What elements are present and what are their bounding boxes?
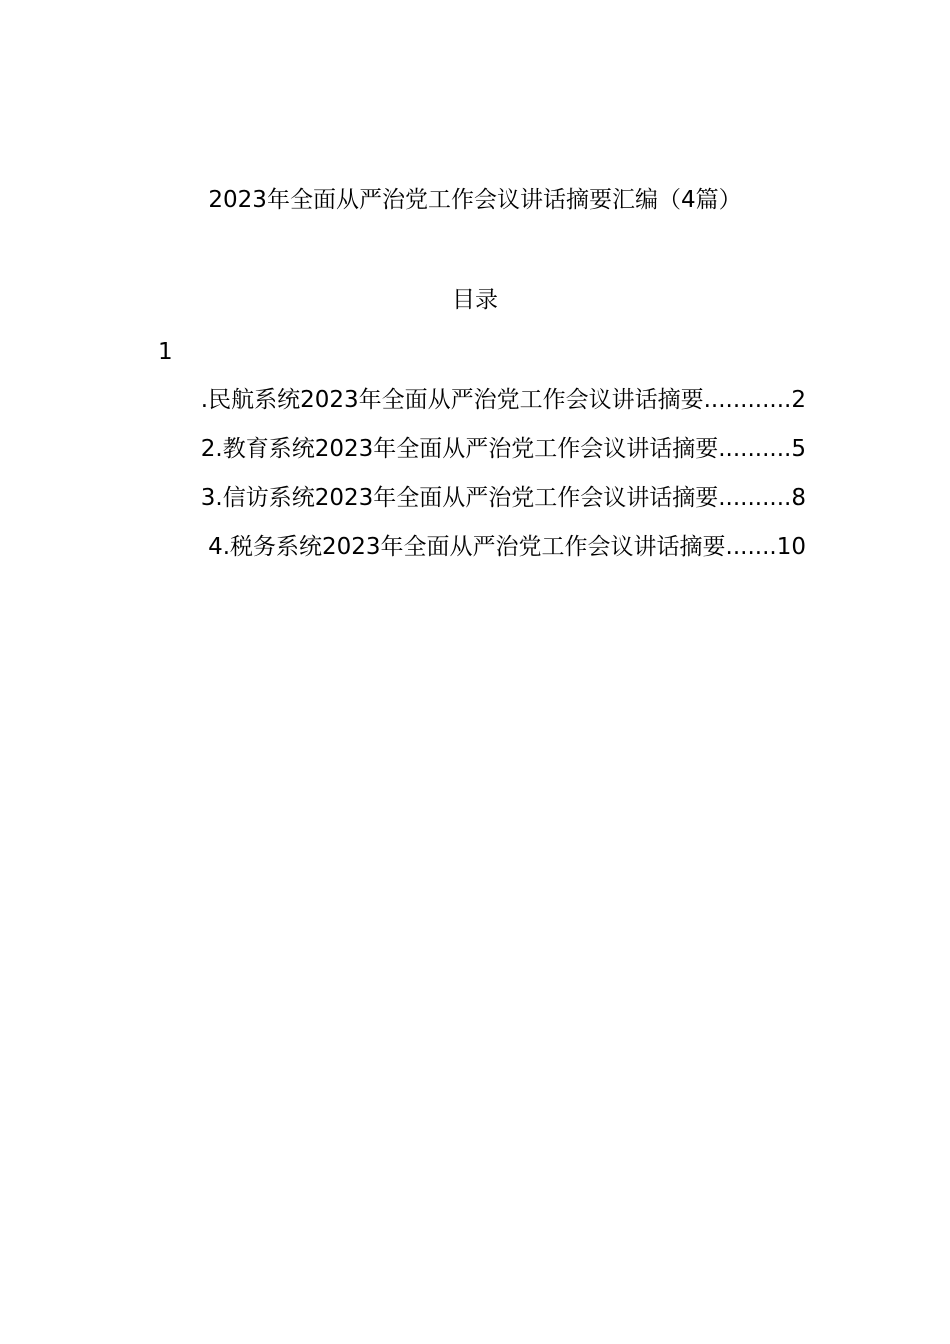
toc-entry-civil-aviation[interactable]: .民航系统2023年全面从严治党工作会议讲话摘要............2 [200,387,806,413]
document-title: 2023年全面从严治党工作会议讲话摘要汇编（4篇） [208,187,742,213]
toc-entry-education[interactable]: 2.教育系统2023年全面从严治党工作会议讲话摘要..........5 [200,436,806,462]
toc-entry-taxation[interactable]: 4.税务系统2023年全面从严治党工作会议讲话摘要.......10 [208,534,806,560]
toc-item-number: 1 [158,339,173,365]
toc-entry-petitions[interactable]: 3.信访系统2023年全面从严治党工作会议讲话摘要..........8 [200,485,806,511]
table-of-contents [188,384,806,580]
toc-heading: 目录 [452,287,498,313]
